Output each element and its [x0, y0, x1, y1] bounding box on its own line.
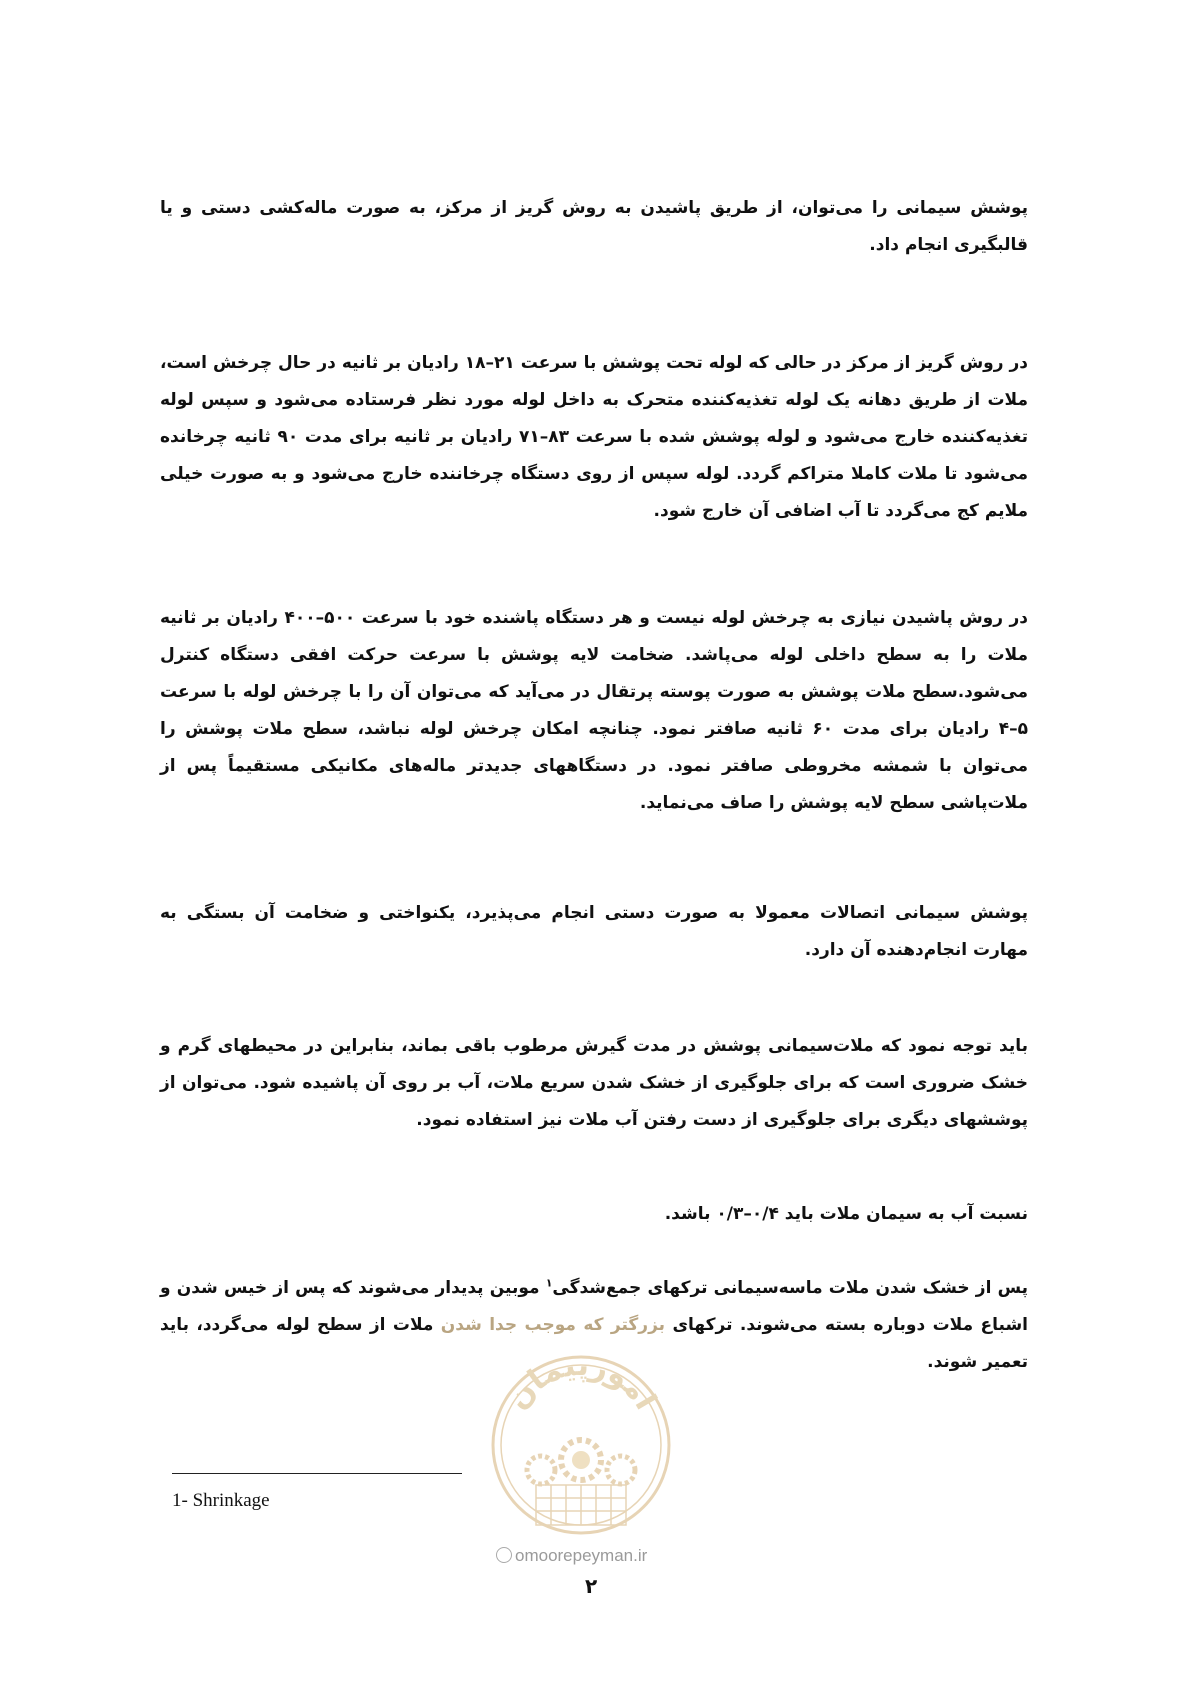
watermark-site-text: omoorepeyman.ir [515, 1546, 648, 1565]
footnote-divider [172, 1473, 462, 1474]
page-number: ۲ [585, 1574, 598, 1598]
paragraph-3: در روش پاشیدن نیازی به چرخش لوله نیست و هر دستگاه پاشنده خود با سرعت ۵۰۰–۴۰۰ رادیان بر ثانیه ملات را به سطح داخلی لوله می‌پاشد. ضخامت لایه پوشش با سرعت حرکت افقی دستگاه کنترل می‌شود.سطح ملات پوشش به صورت پوسته پرتقال در می‌آید که می‌توان آن را با چرخش لوله با سرعت ۵–۴ رادیان برای مدت ۶۰ ثانیه صافتر نمود. چنانچه امکان چرخش لوله نباشد، سطح ملات پوشش را می‌توان با شمشه مخروطی صافتر نمود. در دستگاههای جدیدتر ماله‌های مکانیکی مستقیماً پس از ملات‌پاشی سطح لایه پوشش را صاف می‌نماید. [160, 608, 1028, 813]
watermark-site [496, 1546, 647, 1566]
paragraph-7-middle: موبین پدیدار می‌شوند که پس از خیس شدن و اشباع ملات دوباره بسته می‌شوند. ترکهای [160, 1278, 1028, 1335]
watermark-logo [486, 1345, 676, 1545]
paragraph-4: پوشش سیمانی اتصالات معمولا به صورت دستی انجام می‌پذیرد، یکنواختی و ضخامت آن بستگی به مهارت انجام‌دهنده آن دارد. [160, 903, 1028, 960]
footnote-number: 1- [172, 1490, 188, 1511]
paragraph-7-end: ملات از سطح لوله می‌گردد، باید تعمیر شوند. [160, 1315, 1028, 1372]
footnote-text: Shrinkage [192, 1490, 270, 1511]
paragraph-5: باید توجه نمود که ملات‌سیمانی پوشش در مدت گیرش مرطوب باقی بماند، بنابراین در محیطهای گرم و خشک ضروری است که برای جلوگیری از خشک شدن سریع ملات، آب بر روی آن پاشیده شود. می‌توان از پوششهای دیگری برای جلوگیری از دست رفتن آب ملات نیز استفاده نمود. [160, 1036, 1028, 1130]
paragraph-6: نسبت آب به سیمان ملات باید ۰/۴–۰/۳ باشد. [664, 1204, 1028, 1224]
paragraph-2: در روش گریز از مرکز در حالی که لوله تحت پوشش با سرعت ۲۱–۱۸ رادیان بر ثانیه در حال چرخش است، ملات از طریق دهانه یک لوله تغذیه‌کننده متحرک به داخل لوله مورد نظر فرستاده می‌شود و سپس لوله تغذیه‌کننده خارج می‌شود و لوله پوشش شده با سرعت ۸۳–۷۱ رادیان بر ثانیه برای مدت ۹۰ ثانیه چرخانده می‌شود تا ملات کاملا متراکم گردد. لوله سپس از روی دستگاه چرخاننده خارج می‌شود و به صورت خیلی ملایم کج می‌گردد تا آب اضافی آن خارج شود. [160, 353, 1029, 521]
paragraph-7-start: پس از خشک شدن ملات ماسه‌سیمانی ترکهای جمع‌شدگی [552, 1278, 1028, 1298]
paragraph-1: پوشش سیمانی را می‌توان، از طریق پاشیدن به روش گریز از مرکز، به صورت ماله‌کشی دستی و یا قالبگیری انجام داد. [160, 198, 1028, 255]
paragraph-7-overlapped-text: بزرگتر که موجب جدا شدن [440, 1315, 666, 1335]
globe-icon [496, 1547, 512, 1563]
footnote-reference[interactable]: ۱ [545, 1276, 553, 1290]
svg-text:امورپیمان [500, 1348, 663, 1416]
footnote [172, 1490, 270, 1512]
watermark-logo-text: امورپیمان [499, 1347, 664, 1416]
